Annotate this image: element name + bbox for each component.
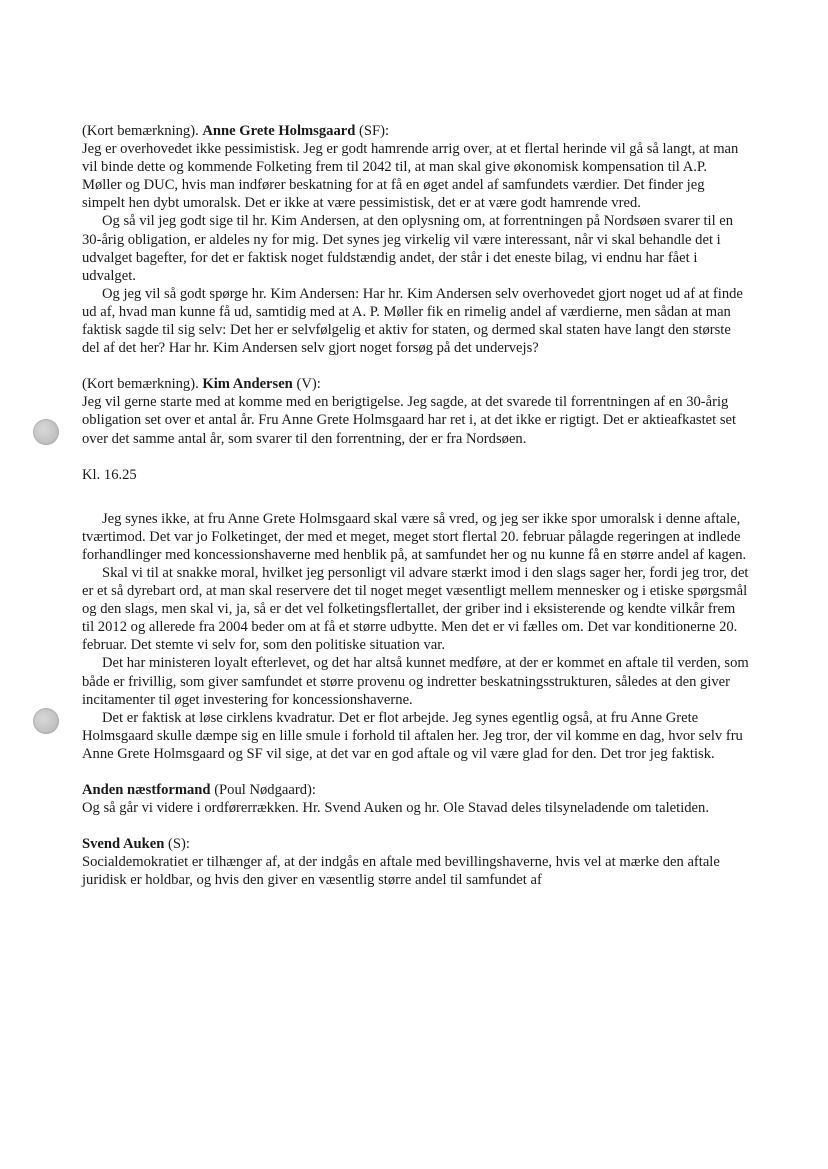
speech-paragraph: Og jeg vil så godt spørge hr. Kim Andersen: Har hr. Kim Andersen selv overhovedet gjort noget ud af at finde ud af, hvad man kunne få ud, samtidig med at A. P. Møller fik en rimelig andel af værdierne, men sådan at man faktisk sagde til sig selv: Det her er selvfølgelig et aktiv for staten, og dermed skal staten have langt den største del af det her? Har hr. Kim Andersen selv gjort noget forsøg på det undervejs?: [82, 285, 743, 357]
speaker-party: (Poul Nødgaard):: [214, 782, 316, 798]
speech-paragraph: Og så går vi videre i ordførerrækken. Hr. Svend Auken og hr. Ole Stavad deles tilsyneladende om taletiden.: [82, 800, 709, 817]
document-text: [82, 122, 750, 889]
speech-paragraph: Jeg er overhovedet ikke pessimistisk. Jeg er godt hamrende arrig over, at et flertal herinde vil gå så langt, at man vil binde dette og kommende Folketing frem til 2042 til, at man skal give økonomisk kompensation til A.P. Møller og DUC, hvis man indfører beskatning for at få en øget andel af samfundets værdier. Det finder jeg simpelt hen dybt umoralsk. Det er ikke at være pessimistisk, det er at være godt hamrende vred.: [82, 141, 739, 212]
speech-paragraph: Det har ministeren loyalt efterlevet, og det har altså kunnet medføre, at der er kommet en aftale til verden, som både er frivillig, som giver samfundet et større provenu og indretter beskatningsstrukturen, således at den giver incitamenter til øget investering for koncessionshaverne.: [82, 655, 749, 708]
speaker-name: Anden næstformand: [82, 782, 211, 798]
speaker-name: Anne Grete Holmsgaard: [202, 123, 356, 139]
speaker-party: (SF):: [359, 123, 390, 139]
speaker-line: [82, 781, 750, 799]
punch-hole-lower: [33, 708, 59, 734]
speech-paragraph: Og så vil jeg godt sige til hr. Kim Andersen, at den oplysning om, at forrentningen på Nordsøen svarer til en 30-årig obligation, er aldeles ny for mig. Det synes jeg virkelig vil være interessant, når vi skal behandle det i udvalget bagefter, for det er faktisk noget fuldstændig andet, der står i det eneste bilag, vi endnu har fået i udvalget.: [82, 213, 734, 284]
speech-paragraph: Socialdemokratiet er tilhænger af, at der indgås en aftale med bevillingshaverne, hvis vel at mærke den aftale juridisk er holdbar, og hvis den giver en væsentlig større andel til samfundet af: [82, 854, 720, 889]
speaker-name: Svend Auken: [82, 836, 165, 853]
speaker-party: (S):: [168, 836, 190, 853]
speech-paragraph: Det er faktisk at løse cirklens kvadratur. Det er flot arbejde. Jeg synes egentlig også, at fru Anne Grete Holmsgaard skulle dæmpe sig en lille smule i forhold til aftalen her. Jeg tror, der vil komme en dag, hvor selv fru Anne Grete Holmsgaard og SF vil sige, at det var en god aftale og vil være glad for den. Det tror jeg faktisk.: [82, 709, 743, 762]
speech-paragraph: Jeg synes ikke, at fru Anne Grete Holmsgaard skal være så vred, og jeg ser ikke spor umoralsk i denne aftale, tværtimod. Det var jo Folketinget, der med et meget, meget stort flertal 20. februar pålagde regeringen at indlede forhandlinger med koncessionshaverne med henblik på, at samfundet her og nu kunne få en større andel af kagen.: [82, 510, 747, 563]
speaker-line: [82, 835, 750, 853]
punch-hole-upper: [33, 419, 59, 445]
remark-type: (Kort bemærkning).: [82, 376, 199, 393]
time-stamp: Kl. 16.25: [82, 466, 137, 483]
speaker-line: [82, 375, 750, 393]
speech-paragraph: Skal vi til at snakke moral, hvilket jeg personligt vil advare stærkt imod i den slags sager her, fordi jeg tror, det er et så dyrebart ord, at man skal reservere det til noget meget væsentligt mellem mennesker og i etiske spørgsmål og den slags, men skal vi, ja, så er det vel folketingsflertallet, der griber ind i eksisterende og kendte vilkår frem til 2012 og allerede fra 2004 beder om at få et større udbytte. Men det er vi fælles om. Det var konditionerne 20. februar. Det stemte vi selv for, som den politiske situation var.: [82, 564, 749, 654]
speaker-name: Kim Andersen: [202, 376, 293, 393]
speaker-line: [82, 122, 750, 140]
speaker-party: (V):: [296, 376, 321, 393]
speech-paragraph: Jeg vil gerne starte med at komme med en berigtigelse. Jeg sagde, at det svarede til forrentningen af en 30-årig obligation set over et antal år. Fru Anne Grete Holmsgaard har ret i, at det ikke er rigtigt. Det er aktieafkastet set over det samme antal år, som svarer til den forrentning, der er fra Nordsøen.: [82, 394, 737, 447]
remark-type: (Kort bemærkning).: [82, 123, 199, 139]
